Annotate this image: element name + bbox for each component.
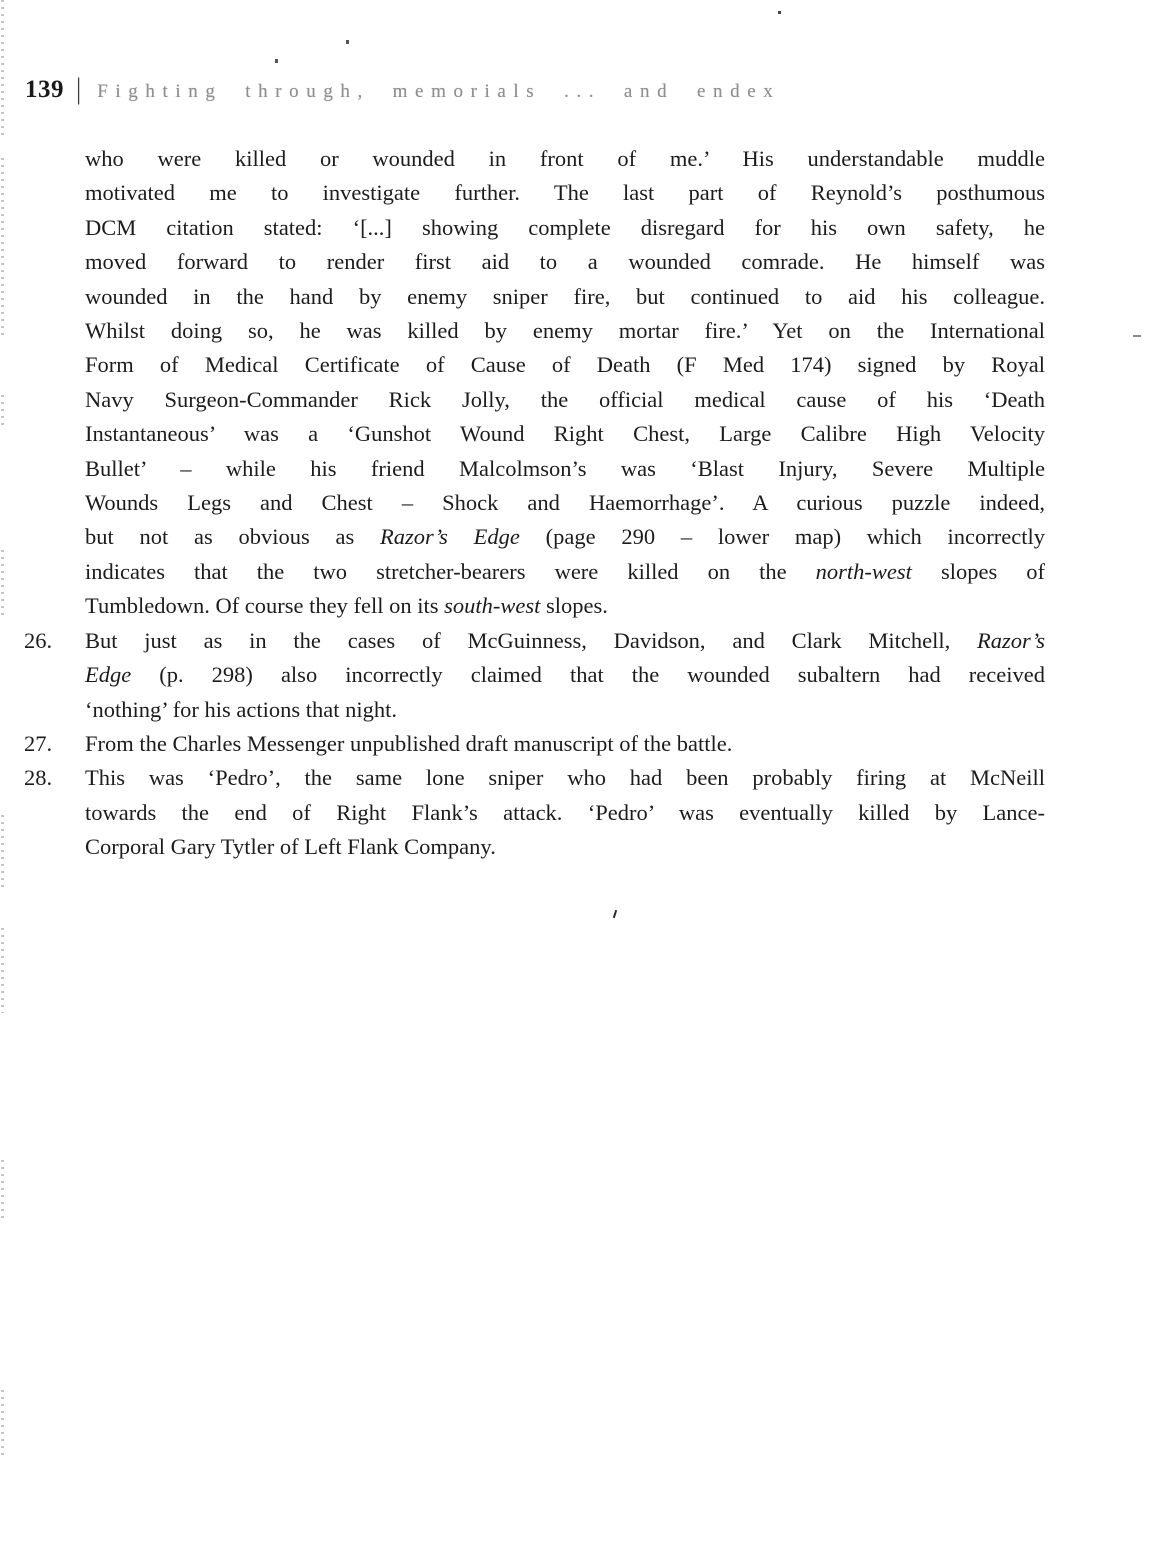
scan-edge-texture [1,815,6,890]
endnote-text [85,727,1045,761]
running-title: Fighting through, memorials ... and endex [97,81,781,102]
text-line: Instantaneous’ was a ‘Gunshot Wound Right Chest, Large Calibre High Velocity [85,421,1045,447]
scan-edge-texture [1,158,6,338]
endnote-number: 26. [24,627,53,653]
scan-edge-texture [1,395,6,430]
header-separator: | [76,71,82,106]
scan-edge-texture [1,1390,6,1460]
endnote-27 [24,727,1045,761]
text-line: wounded in the hand by enemy sniper fire, but continued to aid his colleague. [85,283,1045,309]
text-line: Form of Medical Certificate of Cause of Death (F Med 174) signed by Royal [85,352,1045,378]
scan-edge-texture [1,1160,6,1220]
text-line: ‘nothing’ for his actions that night. [85,696,398,722]
text-line: who were killed or wounded in front of me.’ His understandable muddle [85,146,1045,171]
text-line: DCM citation stated: ‘[...] showing complete disregard for his own safety, he [85,214,1045,240]
text-line: But just as in the cases of McGuinness, Davidson, and Clark Mitchell, Razor’s [85,627,1045,653]
text-line: From the Charles Messenger unpublished draft manuscript of the battle. [85,730,733,756]
endnote-text [85,761,1045,864]
endnote-26 [24,624,1045,727]
text-line: Whilst doing so, he was killed by enemy mortar fire.’ Yet on the International [85,318,1045,344]
endnote-number: 28. [24,765,53,791]
text-line: motivated me to investigate further. The last part of Reynold’s posthumous [85,180,1045,206]
scan-edge-texture [1,928,6,1013]
continuation-paragraph [85,142,1045,624]
running-header [25,71,781,106]
endnote-text [85,624,1045,727]
scan-speck [778,11,781,14]
text-block [24,142,1045,865]
page-number: 139 [25,76,64,103]
text-line: Wounds Legs and Chest – Shock and Haemorrhage’. A curious puzzle indeed, [85,490,1045,516]
scan-edge-texture [1,550,6,615]
scan-speck [275,59,278,63]
text-line: Bullet’ – while his friend Malcolmson’s was ‘Blast Injury, Severe Multiple [85,455,1045,481]
endnote-number: 27. [24,730,53,756]
text-line: Navy Surgeon-Commander Rick Jolly, the official medical cause of his ‘Death [85,386,1045,412]
text-line: Corporal Gary Tytler of Left Flank Company. [85,834,496,860]
scan-speck [613,910,617,918]
text-line: but not as obvious as Razor’s Edge (page 290 – lower map) which incorrectly [85,524,1045,550]
text-line: Edge (p. 298) also incorrectly claimed that the wounded subaltern had received [85,662,1045,688]
text-line: Tumbledown. Of course they fell on its south-west slopes. [85,593,608,619]
scan-speck [1133,335,1141,337]
endnote-28 [24,761,1045,864]
text-line: towards the end of Right Flank’s attack. ‘Pedro’ was eventually killed by Lance- [85,799,1045,825]
text-line: moved forward to render first aid to a wounded comrade. He himself was [85,249,1045,275]
text-line: This was ‘Pedro’, the same lone sniper who had been probably firing at McNeill [85,765,1045,791]
scan-speck [346,40,349,44]
scan-edge-texture [1,0,6,140]
text-line: indicates that the two stretcher-bearers were killed on the north-west slopes of [85,558,1045,584]
